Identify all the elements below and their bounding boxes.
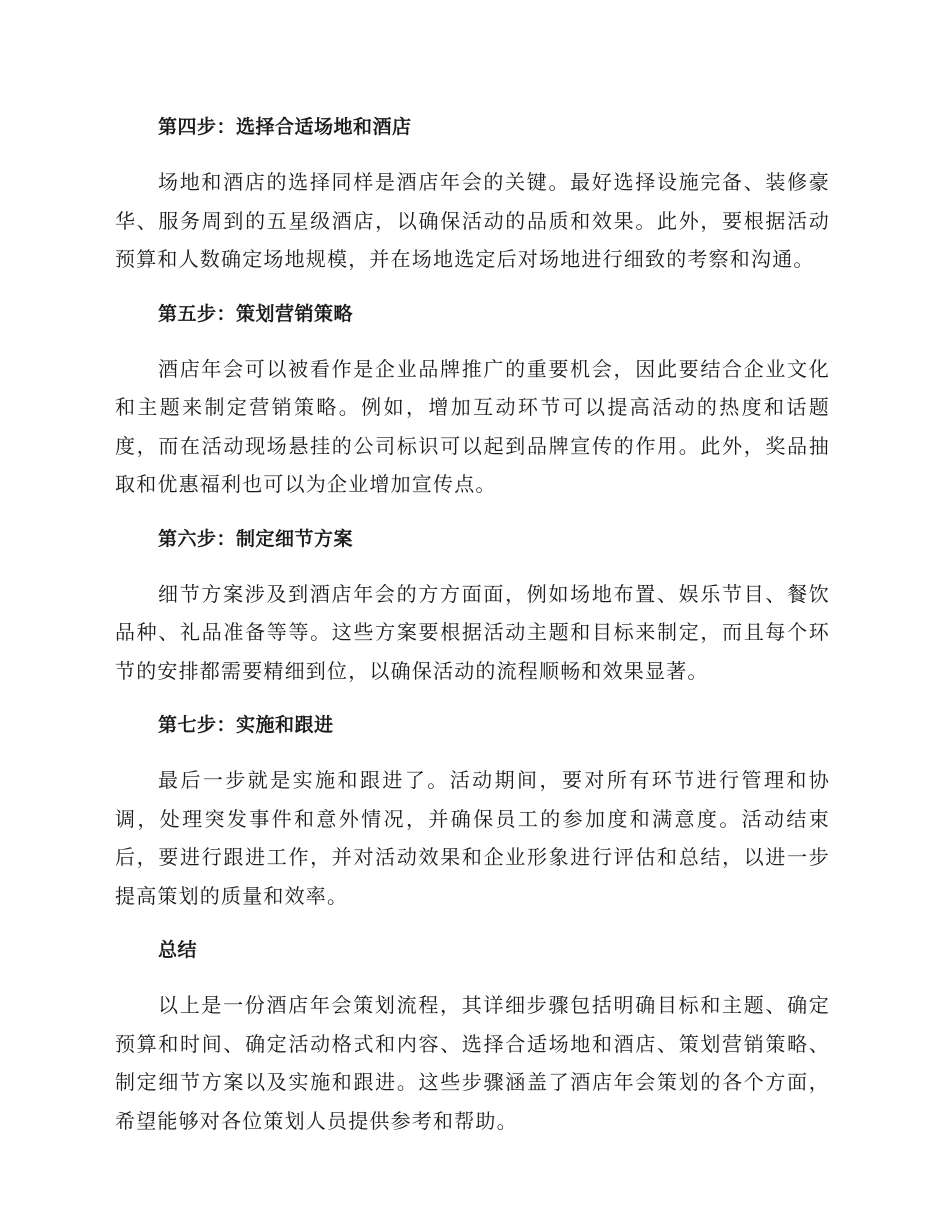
section-step-4: [115, 108, 830, 279]
section-paragraph: 细节方案涉及到酒店年会的方方面面，例如场地布置、娱乐节目、餐饮品种、礼品准备等等。这些方案要根据活动主题和目标来制定，而且每个环节的安排都需要精细到位，以确保活动的流程顺畅和效果显著。: [115, 581, 830, 683]
section-heading: 第四步：选择合适场地和酒店: [158, 116, 412, 138]
section-heading: 第五步：策划营销策略: [158, 302, 354, 325]
section-paragraph: 最后一步就是实施和跟进了。活动期间，要对所有环节进行管理和协调，处理突发事件和意外情况，并确保员工的参加度和满意度。活动结束后，要进行跟进工作，并对活动效果和企业形象进行评估和总结，以进一步提高策划的质量和效率。: [115, 768, 830, 908]
section-step-6: [115, 520, 830, 691]
section-paragraph: 以上是一份酒店年会策划流程，其详细步骤包括明确目标和主题、确定预算和时间、确定活动格式和内容、选择合适场地和酒店、策划营销策略、制定细节方案以及实施和跟进。这些步骤涵盖了酒店年会策划的各个方面，希望能够对各位策划人员提供参考和帮助。: [115, 993, 830, 1133]
section-step-5: [115, 295, 830, 504]
section-heading: 第六步：制定细节方案: [158, 527, 354, 550]
document-page: [115, 108, 830, 1156]
section-paragraph: 场地和酒店的选择同样是酒店年会的关键。最好选择设施完备、装修豪华、服务周到的五星级酒店，以确保活动的品质和效果。此外，要根据活动预算和人数确定场地规模，并在场地选定后对场地进行细致的考察和沟通。: [115, 170, 830, 271]
section-heading: 第七步：实施和跟进: [158, 714, 334, 736]
section-heading: 总结: [158, 939, 198, 961]
section-summary: [115, 931, 830, 1140]
section-step-7: [115, 706, 830, 915]
section-paragraph: 酒店年会可以被看作是企业品牌推广的重要机会，因此要结合企业文化和主题来制定营销策略。例如，增加互动环节可以提高活动的热度和话题度，而在活动现场悬挂的公司标识可以起到品牌宣传的作用。此外，奖品抽取和优惠福利也可以为企业增加宣传点。: [115, 356, 830, 496]
